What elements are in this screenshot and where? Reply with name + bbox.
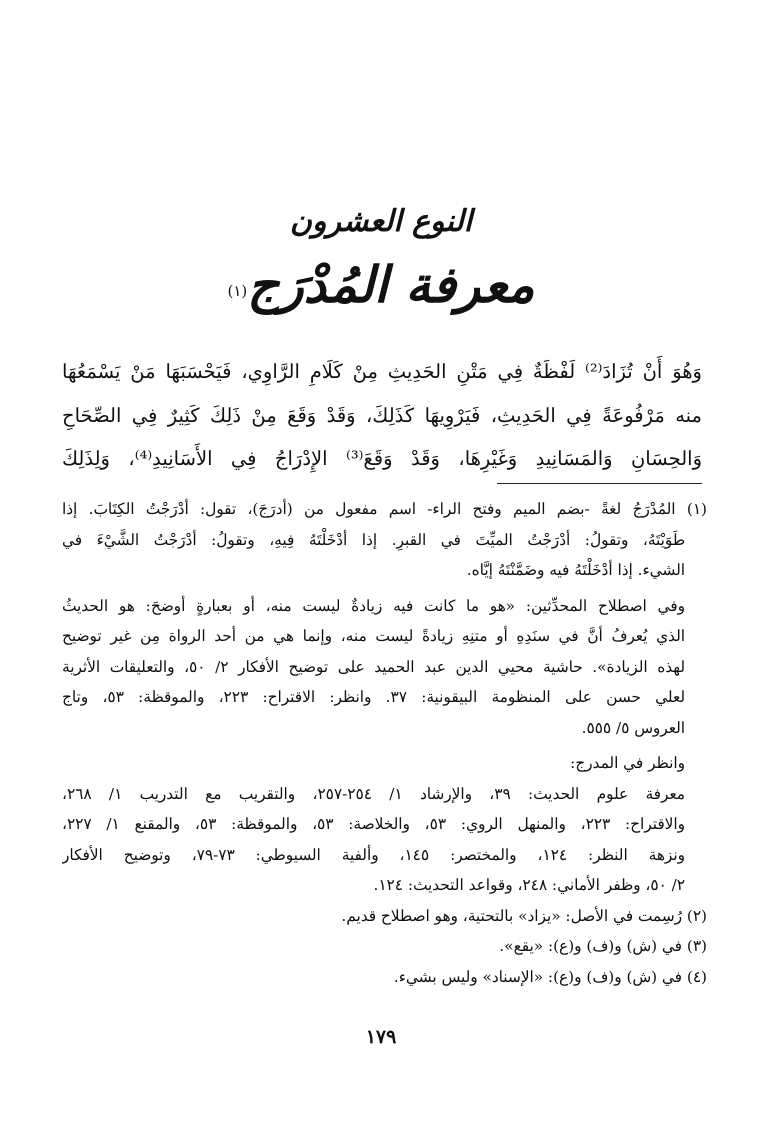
footnote-line: (٢) رُسِمت في الأصل: «يزاد» بالتحتية، وهو اصطلاح قديم. <box>341 906 707 925</box>
footnote-rule <box>497 483 702 484</box>
section-title-text: معرفة المُدْرَج <box>247 255 535 314</box>
main-text-line: وَهُوَ أَنْ تُزَادَ⁽²⁾ لَفْظَةٌ فِي مَتْنِ الحَدِيثِ مِنْ كَلَامِ الرَّاوِي، فَيَحْسَبَهَا مَنْ يَسْمَعُهَا <box>62 360 702 383</box>
footnote-line: لهذه الزيادة». حاشية محيي الدين عبد الحميد على توضيح الأفكار ٢/ ٥٠، والتعليقات الأثرية <box>62 657 685 676</box>
main-text-line: وَالحِسَانِ وَالمَسَانِيدِ وَغَيْرِهَا، وَقَدْ وَقَعَ⁽³⁾ الإِدْرَاجُ فِي الأَسَانِيدِ⁽⁴⁾، وَلِذَلِكَ <box>62 447 702 470</box>
footnote-line: والاقتراح: ٢٢٣، والمنهل الروي: ٥٣، والخلاصة: ٥٣، والموقظة: ٥٣، والمقنع ١/ ٢٢٧، <box>62 815 685 833</box>
footnote-line: وانظر في المدرج: <box>570 754 685 772</box>
footnote-line: طَوَيْتَهُ، وتقولُ: أدْرَجْتُ الميِّتَ في القبرِ. إذا أدْخَلْتَهُ فِيهِ، وتقولُ: أدْرَجْتُ الشَّيْءَ في <box>62 530 685 549</box>
footnote-line: لعلي حسن على المنظومة البيقونية: ٣٧. وانظر: الاقتراح: ٢٢٣، والموقظة: ٥٣، وتاج <box>62 688 686 706</box>
footnote-line: (٤) في (ش) و(ف) و(ع): «الإسناد» وليس بشيء. <box>393 967 707 986</box>
title-footnote-ref: (١) <box>227 282 248 300</box>
footnote-line: الذي يُعرفُ أنَّ في سنَدِهِ أو متنِهِ زيادةً ليست منه، وإنما هي من أحد الرواة مِن غير توضيح <box>62 627 685 645</box>
footnote-line: وفي اصطلاح المحدِّثين: «هو ما كانت فيه زيادةٌ ليست منه، أو بعبارةٍ أوضحَ: هو الحديثُ <box>62 596 685 615</box>
footnote-line: الشيء. إذا أدْخَلْتَهُ فيه وضَمَّنْتَهُ إيَّاه. <box>466 561 685 579</box>
footnotes <box>62 494 707 992</box>
footnote-line: معرفة علوم الحديث: ٣٩، والإرشاد ١/ ٢٥٤-٢٥٧، والتقريب مع التدريب ١/ ٢٦٨، <box>62 784 685 803</box>
footnote-line: العروس ٥/ ٥٥٥. <box>581 718 685 737</box>
footnote-line: ونزهة النظر: ١٢٤، والمختصر: ١٤٥، وألفية السيوطي: ٧٣-٧٩، وتوضيح الأفكار <box>62 845 685 864</box>
footnote-divider <box>0 483 762 484</box>
main-text-line: منه مَرْفُوعَةً فِي الحَدِيثِ، فَيَرْوِيهَا كَذَلِكَ، وَقَدْ وَقَعَ مِنْ ذَلِكَ كَثِيرٌ فِي الصِّحَاحِ <box>62 403 702 427</box>
footnote-line: (١) المُدْرَجُ لغةً -بضم الميم وفتح الراء- اسم مفعول من (أدرَجَ)، تقول: أدْرَجْتُ الكِتَابَ. إذا <box>62 500 707 518</box>
main-text <box>62 350 702 481</box>
page-number: ١٧٩ <box>365 1026 397 1048</box>
chapter-heading: النوع العشرون <box>289 204 473 239</box>
footnote-line: (٣) في (ش) و(ف) و(ع): «يقع». <box>499 937 707 955</box>
footnote-line: ٢/ ٥٠، وظفر الأماني: ٢٤٨، وقواعد التحديث: ١٢٤. <box>373 876 685 894</box>
section-title <box>0 252 762 318</box>
